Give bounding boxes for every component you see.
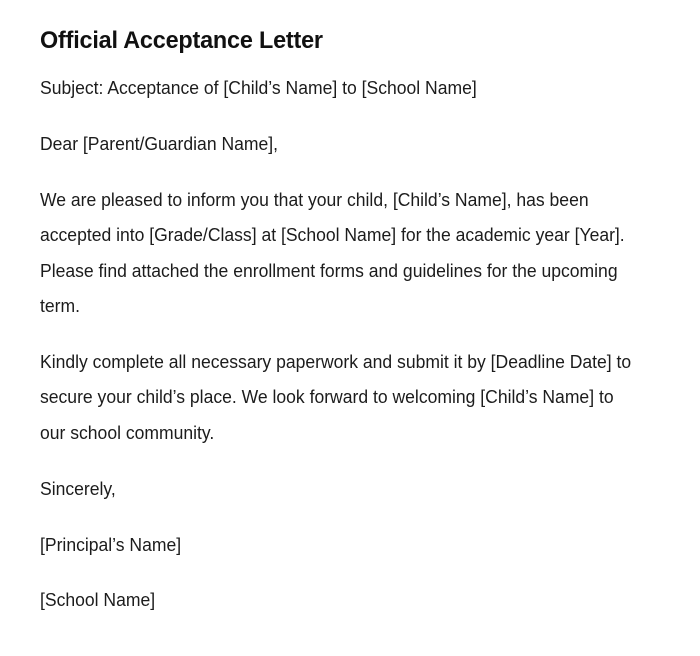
letter-paragraph-one: We are pleased to inform you that your child, [Child’s Name], has been accepted into [Grade/Class] at [School Name] for the academic year [Year]. Please find attached the enrollment forms and guidelines for the upcoming term.: [40, 189, 625, 317]
page-title: Official Acceptance Letter: [40, 27, 323, 54]
letter-organization-name: [School Name]: [40, 590, 156, 611]
letter-closing: Sincerely,: [40, 478, 116, 499]
letter-salutation: Dear [Parent/Guardian Name],: [40, 133, 279, 154]
letter-subject-line: Subject: Acceptance of [Child’s Name] to [School Name]: [40, 78, 477, 98]
letter-content-container: [40, 0, 650, 619]
letter-paragraph-two: Kindly complete all necessary paperwork and submit it by [Deadline Date] to secure your child’s place. We look forward to welcoming [Child’s Name] to our school community.: [40, 351, 632, 443]
letter-signer-name: [Principal’s Name]: [40, 534, 182, 555]
